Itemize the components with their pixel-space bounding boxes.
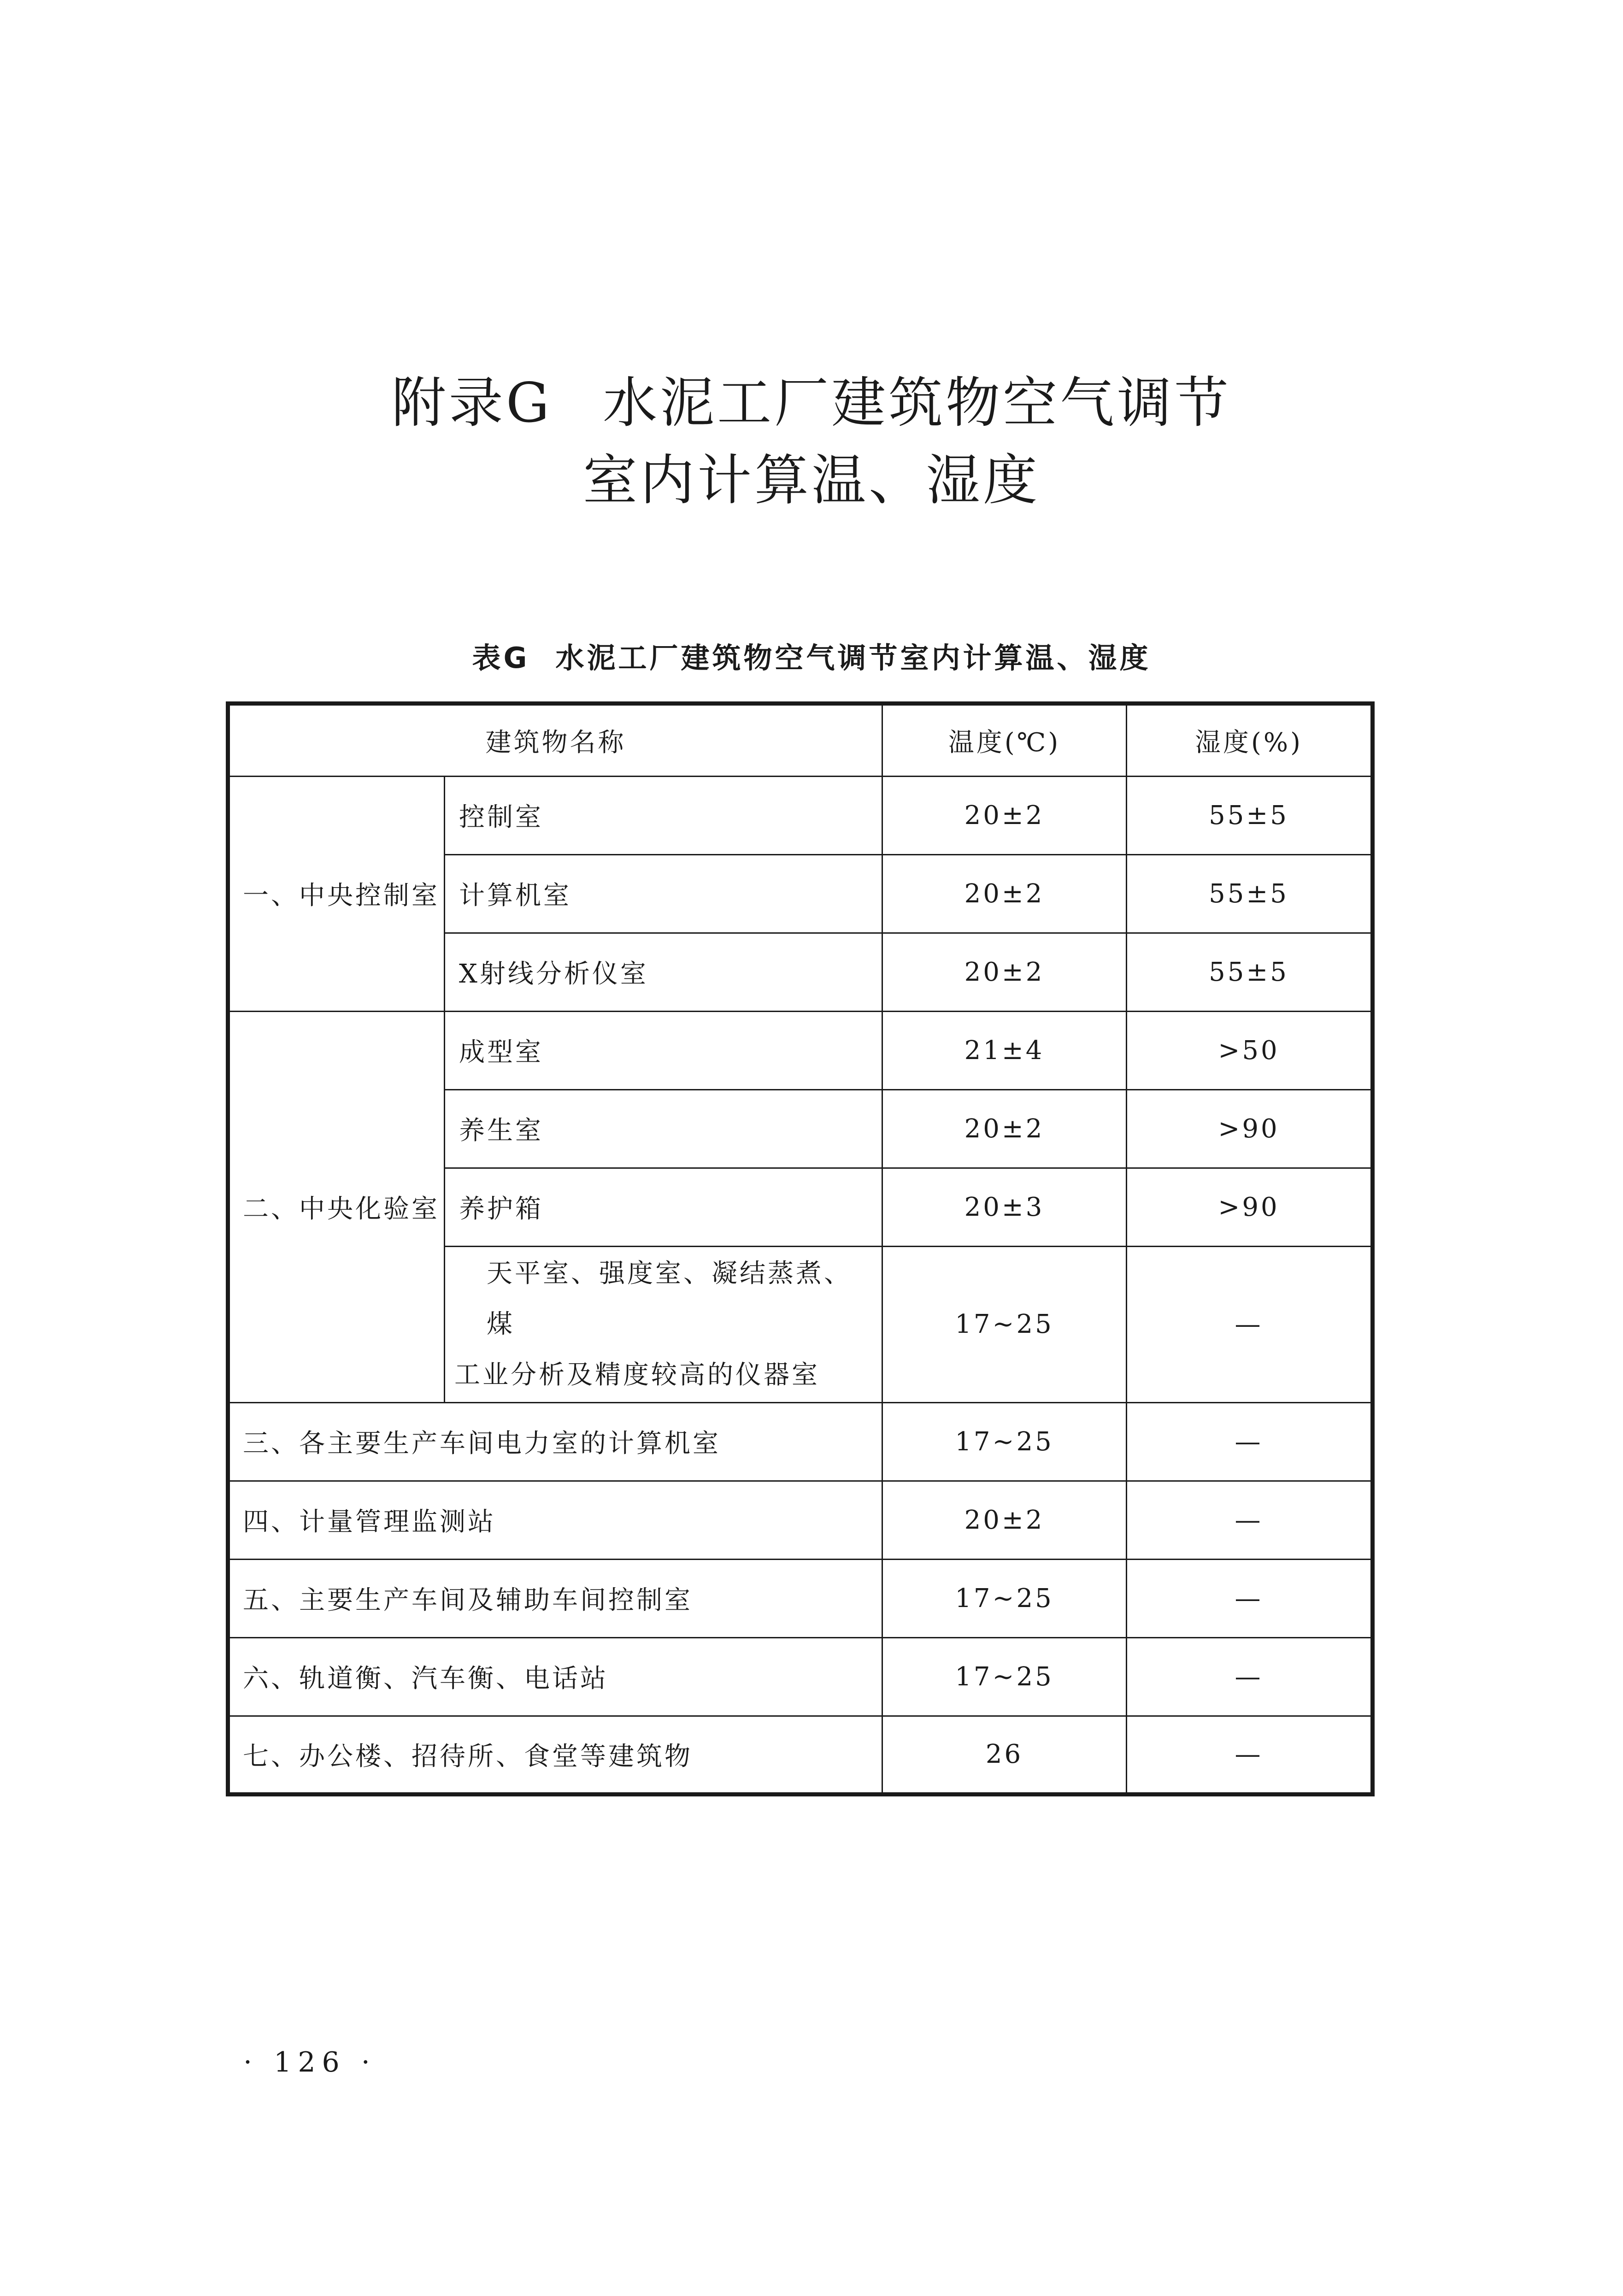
table-row — [228, 1011, 1373, 1089]
row-name: 养护箱 — [445, 1168, 882, 1246]
table-header-row — [228, 704, 1373, 777]
row-name: 成型室 — [445, 1011, 882, 1089]
caption-prefix: 表G — [472, 641, 530, 675]
row-temperature: 20±2 — [882, 1089, 1127, 1168]
row-name-multiline — [445, 1246, 882, 1402]
header-temperature: 温度(℃) — [882, 704, 1127, 777]
row-temperature: 21±4 — [882, 1011, 1127, 1089]
row-humidity: >90 — [1127, 1089, 1373, 1168]
row-name: X射线分析仪室 — [445, 933, 882, 1011]
row-name: 四、计量管理监测站 — [228, 1481, 882, 1559]
row-temperature: 20±3 — [882, 1168, 1127, 1246]
row-humidity: >50 — [1127, 1011, 1373, 1089]
row-humidity: — — [1127, 1246, 1373, 1402]
table-row — [228, 1481, 1373, 1559]
row-name: 养生室 — [445, 1089, 882, 1168]
spec-table — [226, 701, 1375, 1796]
row-temperature: 20±2 — [882, 1481, 1127, 1559]
heading-line-1 — [0, 364, 1623, 442]
row-name: 计算机室 — [445, 854, 882, 933]
heading-prefix: 附录G — [391, 371, 553, 435]
table-caption — [0, 635, 1623, 676]
row-humidity: >90 — [1127, 1168, 1373, 1246]
row-temperature: 17~25 — [882, 1246, 1127, 1402]
table-row — [228, 776, 1373, 854]
group-label-central-control: 一、中央控制室 — [228, 776, 445, 1011]
heading-title-line-1: 水泥工厂建筑物空气调节 — [603, 371, 1232, 435]
table-row — [228, 1559, 1373, 1637]
row-temperature: 17~25 — [882, 1637, 1127, 1716]
row-humidity: — — [1127, 1481, 1373, 1559]
row-humidity: 55±5 — [1127, 854, 1373, 933]
page-number: · 126 · — [243, 2046, 376, 2078]
appendix-heading — [0, 364, 1623, 519]
row-name: 七、办公楼、招待所、食堂等建筑物 — [228, 1716, 882, 1794]
row-name: 三、各主要生产车间电力室的计算机室 — [228, 1402, 882, 1481]
row-temperature: 17~25 — [882, 1559, 1127, 1637]
row-humidity: — — [1127, 1559, 1373, 1637]
table-row — [228, 1637, 1373, 1716]
row-name-line-2: 工业分析及精度较高的仪器室 — [454, 1360, 820, 1390]
heading-title-line-2: 室内计算温、湿度 — [582, 448, 1040, 512]
row-name-line-1: 天平室、强度室、凝结蒸煮、煤 — [487, 1258, 852, 1339]
row-temperature: 20±2 — [882, 933, 1127, 1011]
header-humidity: 湿度(%) — [1127, 704, 1373, 777]
table-row — [228, 1402, 1373, 1481]
row-temperature: 20±2 — [882, 854, 1127, 933]
row-humidity: 55±5 — [1127, 933, 1373, 1011]
header-name: 建筑物名称 — [228, 704, 882, 777]
table-row — [228, 1716, 1373, 1794]
row-temperature: 26 — [882, 1716, 1127, 1794]
row-temperature: 20±2 — [882, 776, 1127, 854]
row-humidity: 55±5 — [1127, 776, 1373, 854]
row-name: 五、主要生产车间及辅助车间控制室 — [228, 1559, 882, 1637]
row-temperature: 17~25 — [882, 1402, 1127, 1481]
caption-title: 水泥工厂建筑物空气调节室内计算温、湿度 — [555, 641, 1151, 675]
row-humidity: — — [1127, 1402, 1373, 1481]
row-name: 六、轨道衡、汽车衡、电话站 — [228, 1637, 882, 1716]
group-label-central-lab: 二、中央化验室 — [228, 1011, 445, 1402]
row-name: 控制室 — [445, 776, 882, 854]
row-humidity: — — [1127, 1637, 1373, 1716]
row-humidity: — — [1127, 1716, 1373, 1794]
